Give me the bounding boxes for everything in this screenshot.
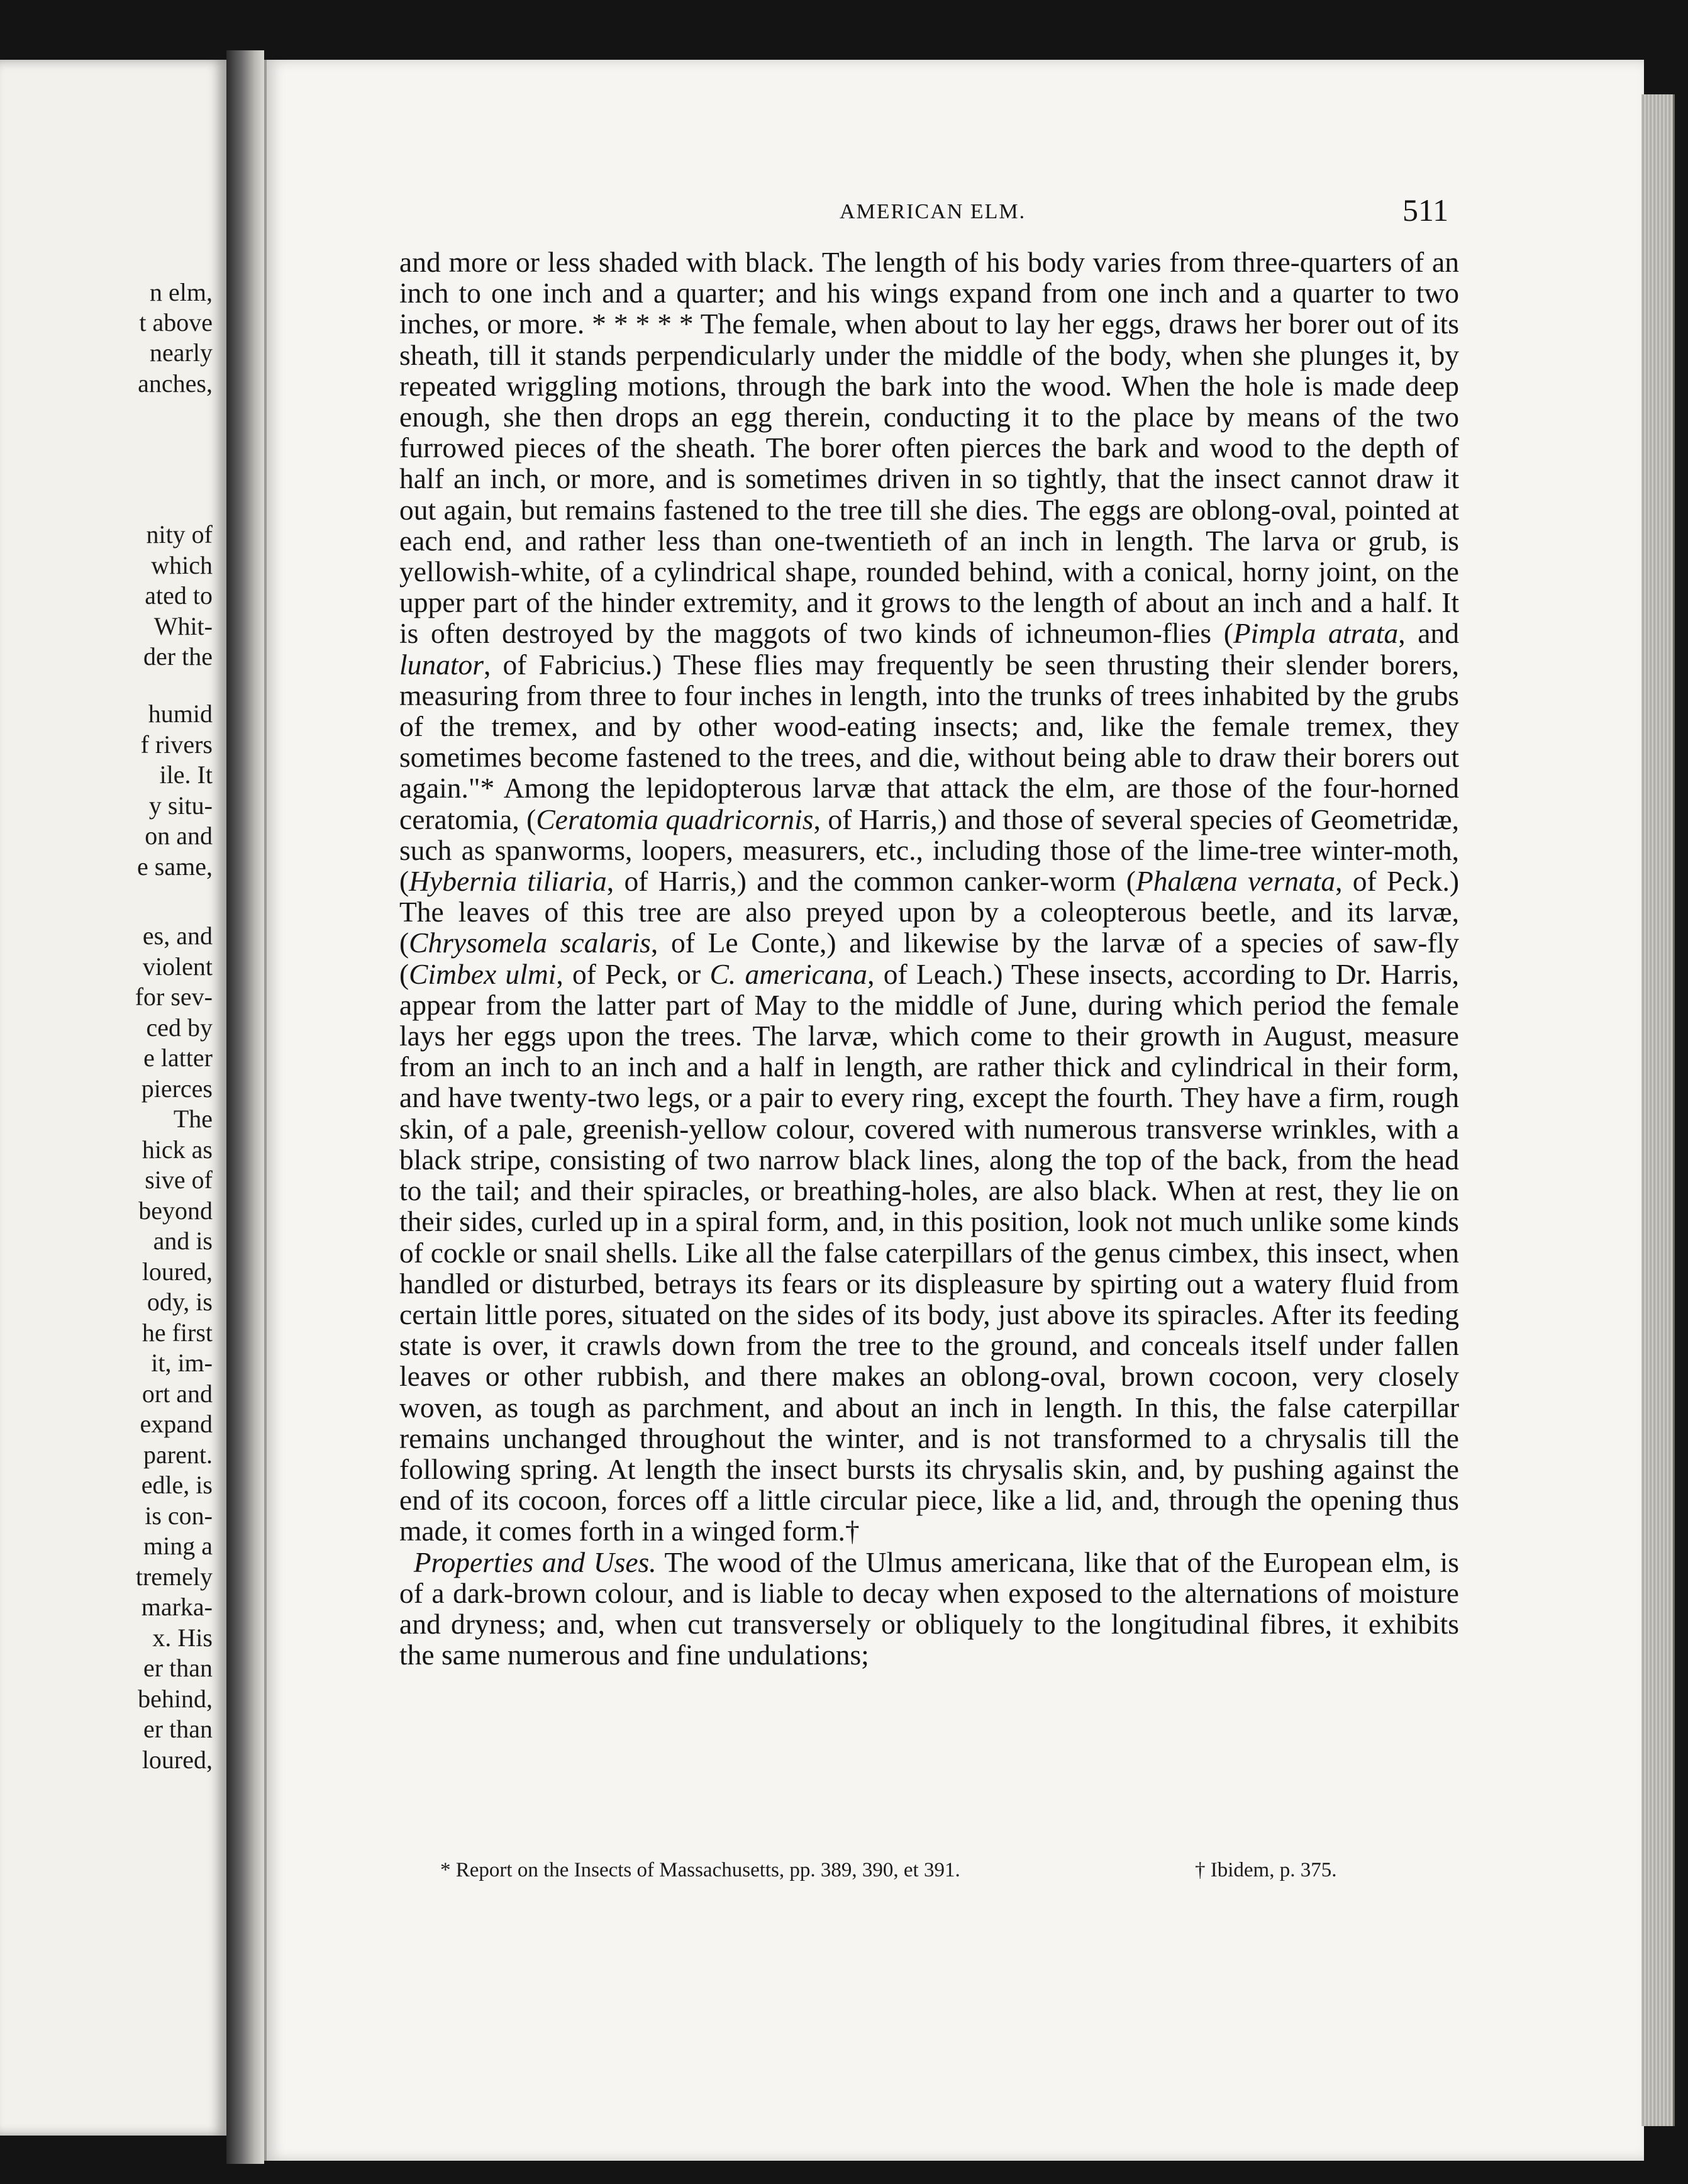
left-page-line: Whit-: [153, 612, 213, 640]
left-page-line: ming a: [143, 1532, 213, 1560]
left-page-line: y situ-: [148, 791, 213, 820]
left-page-fragment: [0, 60, 226, 2136]
left-page-line: ody, is: [147, 1288, 213, 1316]
left-page-line: er than: [143, 1654, 213, 1682]
left-page-line: n elm,: [150, 278, 213, 306]
left-page-line: f rivers: [140, 730, 213, 759]
paragraph-insect-description: and more or less shaded with black. The length of his body varies from three-quarters of an inch to one inch and a quarter; and his wings expand from one inch and a quarter to two inches, or more. * * * * * The female, when about to lay her eggs, draws her borer out of its sheath, till it stands perpendicularly under the middle of the body, when she plunges it, by repeated wriggling motions, through the bark into the wood. When the hole is made deep enough, she then drops an egg therein, conducting it to the place by means of the two furrowed pieces of the sheath. The borer often pierces the bark and wood to the depth of half an inch, or more, and is sometimes driven in so tightly, that the insect cannot draw it out again, but remains fastened to the tree till she dies. The eggs are oblong-oval, pointed at each end, and rather less than one-twentieth of an inch in length. The larva or grub, is yellowish-white, of a cylindrical shape, rounded behind, with a conical, horny joint, on the upper part of the hinder extremity, and it grows to the length of about an inch and a half. It is often destroyed by the maggots of two kinds of ichneumon-flies (Pimpla atrata, and lunator, of Fabricius.) These flies may frequently be seen thrusting their slender borers, measuring from three to four inches in length, into the trunks of trees inhabited by the grubs of the tremex, and by other wood-eating insects; and, like the female tremex, they sometimes become fastened to the trees, and die, without being able to draw their borers out again."* Among the lepidopterous larvæ that attack the elm, are those of the four-horned ceratomia, (Ceratomia quadricornis, of Harris,) and those of several species of Geometridæ, such as spanworms, loopers, measurers, etc., including those of the lime-tree winter-moth, (Hybernia tiliaria, of Harris,) and the common canker-worm (Phalæna vernata, of Peck.) The leaves of this tree are also preyed upon by a coleopterous beetle, and its larvæ, (Chrysomela scalaris, of Le Conte,) and likewise by the larvæ of a species of saw-fly (Cimbex ulmi, of Peck, or C. americana, of Leach.) These insects, according to Dr. Harris, appear from the latter part of May to the middle of June, during which period the female lays her eggs upon the trees. The larvæ, which come to their growth in August, measure from an inch to an inch and a half in length, are rather thick and cylindrical in their form, and have twenty-two legs, or a pair to every ring, except the fourth. They have a firm, rough skin, of a pale, greenish-yellow colour, covered with numerous transverse wrinkles, with a black stripe, consisting of two narrow black lines, along the top of the back, from the head to the tail; and their spiracles, or breathing-holes, are also black. When at rest, they lie on their sides, curled up in a spiral form, and, in this position, look not much unlike some kinds of cockle or snail shells. Like all the false caterpillars of the genus cimbex, this insect, when handled or disturbed, betrays its fears or its displeasure by spirting out a watery fluid from certain little pores, situated on the sides of its body, just above its spiracles. After its feeding state is over, it crawls down from the tree to the ground, and conceals itself under fallen leaves or other rubbish, and there makes an oblong-oval, brown cocoon, very closely woven, as tough as parchment, and about an inch in length. In this, the false caterpillar remains unchanged throughout the winter, and is not transformed to a chrysalis till the following spring. At length the insect bursts its chrysalis skin, and, by pushing against the end of its cocoon, forces off a little circular piece, like a lid, and, through the opening thus made, it comes forth in a winged form.†: [399, 246, 1460, 1547]
left-page-line: on and: [145, 822, 213, 850]
body-text: [399, 247, 1459, 1670]
left-page-line: which: [151, 551, 213, 579]
left-page-line: pierces: [141, 1074, 213, 1103]
footnotes: [440, 1859, 1459, 1882]
left-page-line: er than: [143, 1715, 213, 1743]
left-page-line: ort and: [142, 1379, 213, 1408]
footnote-ibidem: † Ibidem, p. 375.: [1195, 1859, 1337, 1881]
left-page-line: loured,: [142, 1257, 213, 1286]
left-page-line: x. His: [152, 1624, 213, 1652]
left-page-line: sive of: [145, 1166, 213, 1194]
left-page-line: der the: [143, 642, 213, 671]
left-page-line: is con-: [145, 1502, 213, 1530]
page-edge: [1641, 94, 1675, 2126]
book-gutter: [226, 50, 264, 2164]
left-page-line: expand: [140, 1410, 213, 1438]
left-page-line: parent.: [143, 1440, 213, 1469]
paragraph-properties-and-uses: Properties and Uses. The wood of the Ulmus americana, like that of the European elm, is of a dark-brown colour, and is liable to decay when exposed to the alternations of moisture and dryness; and, when cut transversely or obliquely to the longitudinal fibres, it exhibits the same numerous and fine undulations;: [399, 1546, 1459, 1671]
left-page-line: he first: [142, 1318, 213, 1347]
page-number: 511: [1402, 192, 1449, 228]
left-page-line: es, and: [142, 922, 213, 950]
left-page-line: beyond: [138, 1196, 213, 1225]
footnote-report: * Report on the Insects of Massachusetts, pp. 389, 390, et 391.: [440, 1859, 960, 1881]
running-head: AMERICAN ELM.: [840, 200, 1026, 223]
left-page-line: marka-: [141, 1593, 213, 1621]
left-page-line: it, im-: [151, 1349, 213, 1377]
left-page-line: loured,: [142, 1746, 213, 1774]
left-page-line: and is: [153, 1227, 213, 1255]
left-page-line: ced by: [146, 1013, 213, 1042]
left-page-line: edle, is: [141, 1471, 213, 1499]
left-page-line: e same,: [137, 852, 213, 881]
left-page-line: ile. It: [159, 760, 213, 789]
left-page-line: behind,: [138, 1685, 213, 1713]
left-page-line: hick as: [142, 1135, 213, 1164]
left-page-line: anches,: [138, 369, 213, 398]
left-page-line: tremely: [135, 1563, 213, 1591]
section-heading: Properties and Uses.: [413, 1546, 657, 1578]
left-page-line: for sev-: [135, 983, 213, 1011]
left-page-line: nearly: [150, 338, 213, 367]
left-page-line: t above: [139, 308, 213, 337]
left-page-line: nity of: [146, 520, 213, 549]
left-page-line: humid: [148, 699, 213, 728]
left-page-line: ated to: [145, 581, 213, 610]
left-page-line: The: [173, 1105, 213, 1133]
left-page-line: violent: [142, 952, 213, 981]
left-page-line: e latter: [143, 1044, 213, 1072]
